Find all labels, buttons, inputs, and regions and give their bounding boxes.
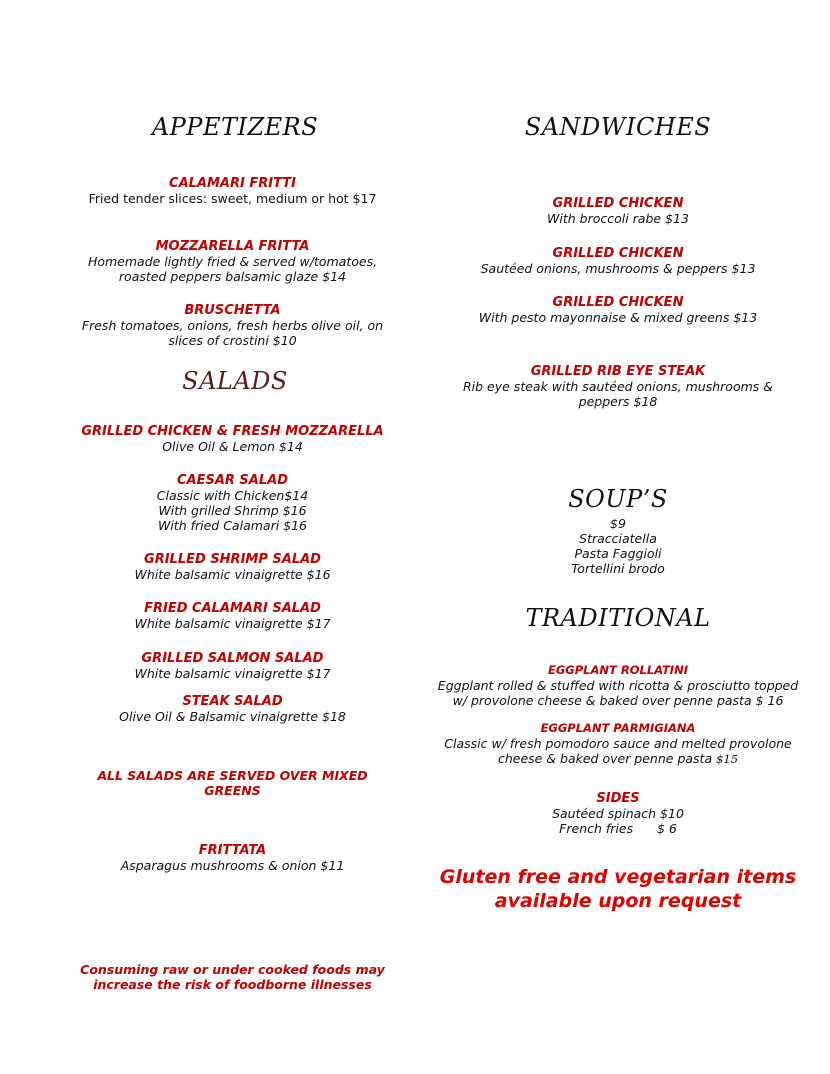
- menu-item-mozzarella-fritta: [55, 239, 410, 284]
- item-desc: Fried tender slices: sweet, medium or hot $17: [88, 191, 377, 206]
- warning-line: Consuming raw or under cooked foods may: [80, 962, 385, 977]
- note-line: GREENS: [204, 783, 261, 798]
- item-desc: With pesto mayonnaise & mixed greens $13: [478, 310, 758, 325]
- appetizers-heading: APPETIZERS: [151, 113, 319, 141]
- item-desc: Homemade lightly fried & served w/tomatoes,: [87, 254, 378, 269]
- gluten-line: Gluten free and vegetarian items: [439, 866, 797, 888]
- item-desc: With broccoli rabe $13: [547, 211, 689, 226]
- item-desc: Sautéed onions, mushrooms & peppers $13: [480, 261, 756, 276]
- item-title: GRILLED CHICKEN & FRESH MOZZARELLA: [81, 424, 384, 439]
- item-desc: peppers $18: [578, 394, 658, 409]
- sides-section: [438, 791, 798, 836]
- soup-item: Stracciatella: [579, 531, 657, 546]
- item-title: MOZZARELLA FRITTA: [155, 239, 310, 254]
- menu-item-frittata: [55, 843, 410, 873]
- warning-line: increase the risk of foodborne illnesses: [93, 977, 372, 992]
- item-title: SIDES: [596, 791, 640, 806]
- side-item: French fries $ 6: [559, 821, 677, 836]
- item-title: GRILLED CHICKEN: [552, 196, 684, 211]
- item-desc: slices of crostini $10: [168, 333, 297, 348]
- item-desc-text: cheese & baked over penne pasta: [497, 751, 717, 766]
- menu-item-grilled-chicken-onions: [438, 246, 798, 276]
- item-desc: White balsamic vinaigrette $17: [134, 616, 331, 631]
- item-desc: With fried Calamari $16: [157, 518, 308, 533]
- item-desc: White balsamic vinaigrette $16: [134, 567, 331, 582]
- item-desc: Fresh tomatoes, onions, fresh herbs olive oil, on: [81, 318, 384, 333]
- menu-item-eggplant-rollatini: [423, 663, 813, 708]
- sandwiches-heading: SANDWICHES: [524, 113, 712, 141]
- gluten-line: available upon request: [494, 890, 742, 912]
- item-desc: Classic with Chicken$14: [156, 488, 309, 503]
- item-desc: With grilled Shrimp $16: [158, 503, 307, 518]
- item-desc: Olive Oil & Balsamic vinaigrette $18: [119, 709, 346, 724]
- menu-item-grilled-chicken-mozzarella: [55, 424, 410, 454]
- item-desc: Eggplant rolled & stuffed with ricotta & prosciutto topped: [437, 678, 799, 693]
- side-item: Sautéed spinach $10: [552, 806, 684, 821]
- item-title: GRILLED SHRIMP SALAD: [144, 552, 321, 567]
- item-title: GRILLED RIB EYE STEAK: [530, 364, 706, 379]
- menu-item-grilled-chicken-pesto: [438, 295, 798, 325]
- item-desc: Classic w/ fresh pomodoro sauce and melted provolone: [444, 736, 792, 751]
- menu-item-fried-calamari-salad: [55, 601, 410, 631]
- traditional-heading: TRADITIONAL: [525, 604, 711, 632]
- menu-item-eggplant-parmigiana: [423, 721, 813, 767]
- item-title: GRILLED SALMON SALAD: [141, 651, 324, 666]
- soups-list: [438, 516, 798, 576]
- soups-heading: SOUP’S: [568, 485, 668, 513]
- item-desc: Asparagus mushrooms & onion $11: [120, 858, 345, 873]
- item-title: FRITTATA: [198, 843, 267, 858]
- item-title: EGGPLANT ROLLATINI: [548, 663, 688, 677]
- menu-item-caesar-salad: [55, 473, 410, 533]
- menu-item-grilled-salmon-salad: [55, 651, 410, 681]
- menu-item-calamari-fritti: [55, 176, 410, 206]
- menu-item-grilled-rib-eye-steak: [438, 364, 798, 409]
- item-title: GRILLED CHICKEN: [552, 295, 684, 310]
- soup-item: Pasta Faggioli: [574, 546, 662, 561]
- note-line: ALL SALADS ARE SERVED OVER MIXED: [97, 768, 368, 783]
- item-title: BRUSCHETTA: [184, 303, 281, 318]
- item-title: GRILLED CHICKEN: [552, 246, 684, 261]
- salads-heading: SALADS: [182, 367, 288, 395]
- item-desc: [423, 751, 813, 767]
- item-desc: w/ provolone cheese & baked over penne pasta $ 16: [452, 693, 784, 708]
- item-title: STEAK SALAD: [182, 694, 283, 709]
- item-title: CAESAR SALAD: [176, 473, 288, 488]
- item-price: $15: [716, 752, 739, 766]
- soup-item: Tortellini brodo: [571, 561, 665, 576]
- gluten-free-note: [418, 865, 818, 913]
- item-desc: White balsamic vinaigrette $17: [134, 666, 331, 681]
- salads-note: [55, 768, 410, 798]
- menu-item-bruschetta: [55, 303, 410, 348]
- menu-item-grilled-chicken-broccoli: [438, 196, 798, 226]
- food-warning: [55, 962, 410, 992]
- menu-item-grilled-shrimp-salad: [55, 552, 410, 582]
- soup-price: $9: [610, 516, 626, 531]
- item-title: CALAMARI FRITTI: [169, 176, 296, 191]
- item-desc: Olive Oil & Lemon $14: [162, 439, 303, 454]
- item-title: EGGPLANT PARMIGIANA: [540, 721, 696, 735]
- item-title: FRIED CALAMARI SALAD: [144, 601, 321, 616]
- item-desc: Rib eye steak with sautéed onions, mushrooms &: [462, 379, 774, 394]
- menu-item-steak-salad: [55, 694, 410, 724]
- item-desc: roasted peppers balsamic glaze $14: [118, 269, 347, 284]
